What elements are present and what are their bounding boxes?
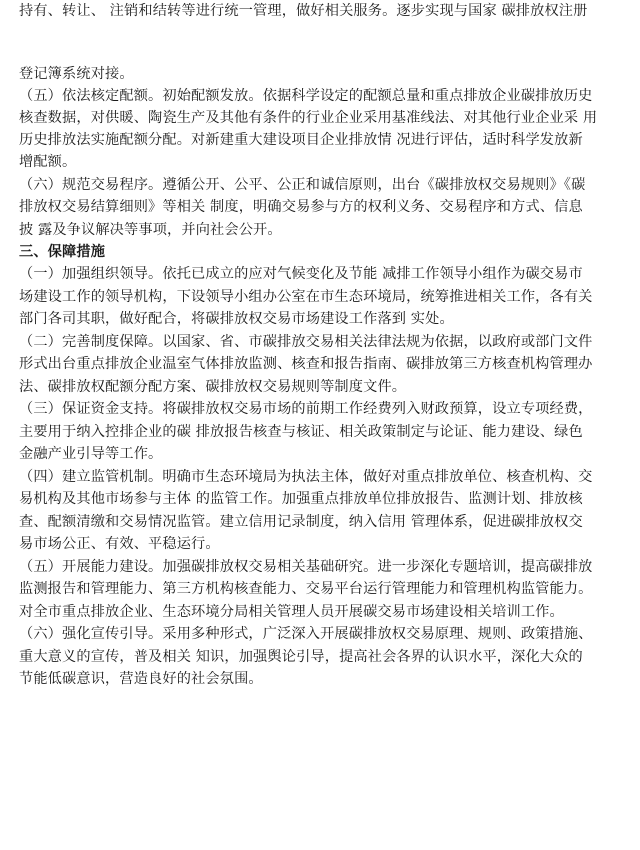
text-line: （三）保证资金支持。将碳排放权交易市场的前期工作经费列入财政预算，设立专项经费， <box>19 401 593 417</box>
text-line: 增配额。 <box>19 154 77 170</box>
text-line: 主要用于纳入控排企业的碳 排放报告核查与核证、相关政策制定与论证、能力建设、绿色 <box>19 424 583 440</box>
text-line: （五）依法核定配额。初始配额发放。依据科学设定的配额总量和重点排放企业碳排放历史 <box>19 88 593 104</box>
text-line: 历史排放法实施配额分配。对新建重大建设项目企业排放情 况进行评估，适时科学发放新 <box>19 132 583 148</box>
text-line: （五）开展能力建设。加强碳排放权交易相关基础研究。进一步深化专题培训，提高碳排放 <box>19 559 593 575</box>
text-line: （六）强化宣传引导。采用多种形式，广泛深入开展碳排放权交易原理、规则、政策措施、 <box>19 626 593 642</box>
text-line: （一）加强组织领导。依托已成立的应对气候变化及节能 减排工作领导小组作为碳交易市 <box>19 266 583 282</box>
text-line: 易机构及其他市场参与主体 的监管工作。加强重点排放单位排放报告、监测计划、排放核 <box>19 491 583 507</box>
section-heading: 三、保障措施 <box>19 244 106 260</box>
text-line: 法、碳排放权配额分配方案、碳排放权交易规则等制度文件。 <box>19 379 407 395</box>
text-line: 核查数据，对供暖、陶瓷生产及其他有条件的行业企业采用基准线法、对其他行业企业采 用 <box>19 110 598 126</box>
top-fragment-line: 持有、转让、 注销和结转等进行统一管理，做好相关服务。逐步实现与国家 碳排放权注册 <box>19 3 588 19</box>
text-line: 形式出台重点排放企业温室气体排放监测、核查和报告指南、碳排放第三方核查机构管理办 <box>19 356 593 372</box>
text-line: 查、配额清缴和交易情况监管。建立信用记录制度，纳入信用 管理体系，促进碳排放权交 <box>19 514 583 530</box>
text-line: 重大意义的宣传，普及相关 知识，加强舆论引导，提高社会各界的认识水平，深化大众的 <box>19 649 583 665</box>
text-line: （四）建立监管机制。明确市生态环境局为执法主体，做好对重点排放单位、核查机构、交 <box>19 469 593 485</box>
text-line: 节能低碳意识，营造良好的社会氛围。 <box>19 671 263 687</box>
text-line: 登记簿系统对接。 <box>19 66 134 82</box>
text-line: 部门各司其职，做好配合，将碳排放权交易市场建设工作落到 实处。 <box>19 311 454 327</box>
text-line: 披 露及争议解决等事项，并向社会公开。 <box>19 222 282 238</box>
text-line: 易市场公正、有效、平稳运行。 <box>19 536 220 552</box>
text-line: 对全市重点排放企业、生态环境分局相关管理人员开展碳交易市场建设相关培训工作。 <box>19 604 564 620</box>
text-line: 排放权交易结算细则》等相关 制度，明确交易参与方的权利义务、交易程序和方式、信息 <box>19 199 583 215</box>
text-line: （六）规范交易程序。遵循公开、公平、公正和诚信原则，出台《碳排放权交易规则》《碳 <box>19 177 586 193</box>
text-line: 场建设工作的领导机构，下设领导小组办公室在市生态环境局，统筹推进相关工作，各有关 <box>19 289 593 305</box>
text-line: 金融产业引导等工作。 <box>19 446 163 462</box>
text-line: （二）完善制度保障。以国家、省、市碳排放交易相关法律法规为依据，以政府或部门文件 <box>19 334 593 350</box>
text-line: 监测报告和管理能力、第三方机构核查能力、交易平台运行管理能力和管理机构监管能力。 <box>19 581 593 597</box>
